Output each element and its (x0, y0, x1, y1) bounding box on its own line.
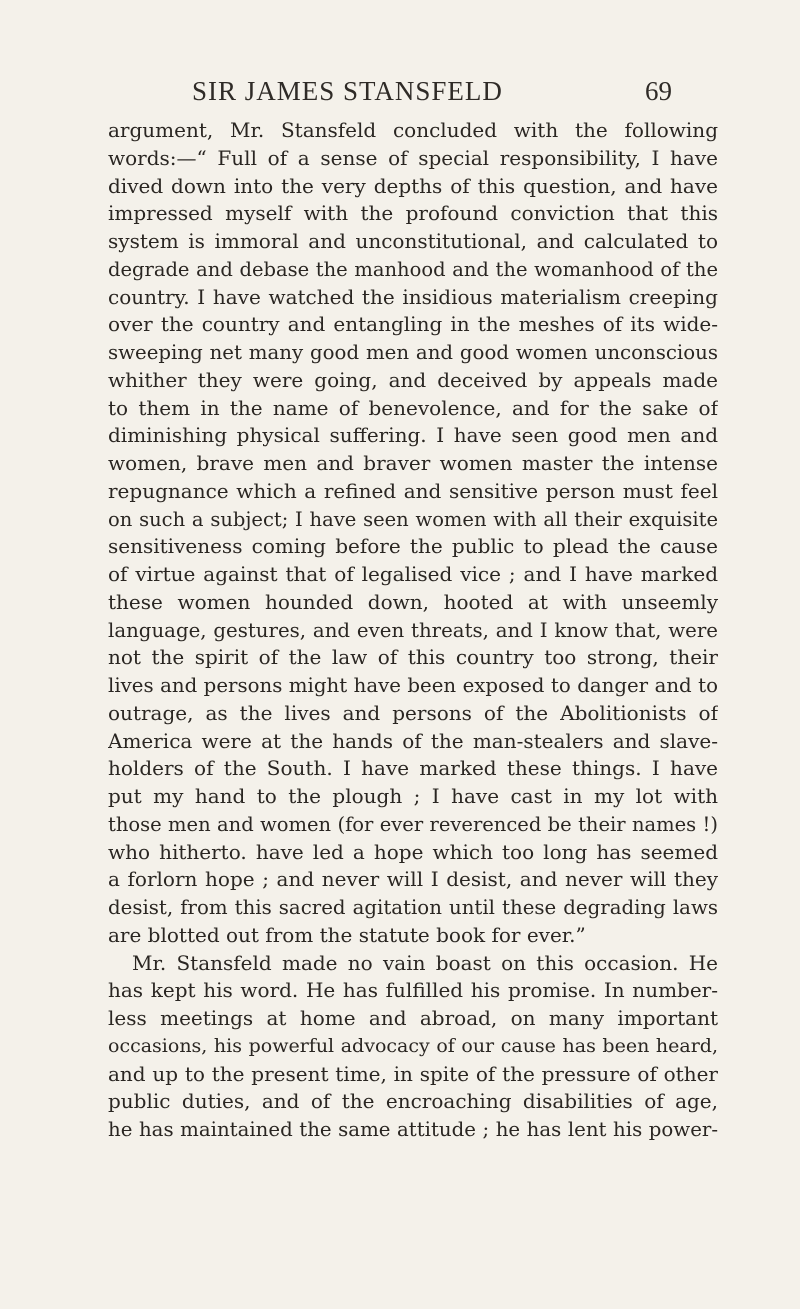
text-line: of virtue against that of legalised vice ; and I have marked (108, 562, 718, 586)
text-line: diminishing physical suffering. I have seen good men and (108, 423, 718, 448)
text-line: public duties, and of the encroaching disabilities of age, (108, 1089, 718, 1114)
text-line: are blotted out from the statute book for ever.” (108, 922, 586, 947)
text-line: system is immoral and unconstitutional, and calculated to (108, 229, 718, 253)
text-line: lives and persons might have been exposed to danger and to (108, 674, 718, 697)
body-text (108, 117, 718, 1144)
text-line: outrage, as the lives and persons of the Abolitionists of (108, 700, 718, 725)
text-line: America were at the hands of the man-stealers and slave- (108, 728, 718, 753)
text-line: words:—“ Full of a sense of special responsibility, I have (108, 145, 718, 170)
text-line: degrade and debase the manhood and the womanhood of the (108, 257, 718, 281)
text-line: argument, Mr. Stansfeld concluded with the following (108, 118, 718, 142)
text-line: desist, from this sacred agitation until these degrading laws (108, 896, 718, 919)
text-line: put my hand to the plough ; I have cast in my lot with (108, 784, 718, 808)
text-line: holders of the South. I have marked these things. I have (108, 756, 718, 781)
text-line: those men and women (for ever reverenced be their names !) (108, 812, 718, 836)
text-line: Mr. Stansfeld made no vain boast on this occasion. He (132, 950, 718, 975)
page-number: 69 (645, 76, 672, 106)
text-line: occasions, his powerful advocacy of our cause has been heard, (108, 1034, 718, 1057)
text-line: country. I have watched the insidious materialism creeping (108, 284, 718, 309)
text-line: and up to the present time, in spite of the pressure of other (108, 1061, 718, 1086)
text-line: who hitherto. have led a hope which too long has seemed (108, 839, 718, 864)
text-line: language, gestures, and even threats, and I know that, were (108, 618, 718, 642)
text-line: over the country and entangling in the meshes of its wide- (108, 312, 718, 337)
text-line: these women hounded down, hooted at with unseemly (108, 589, 718, 614)
running-head (110, 76, 672, 106)
text-line: women, brave men and braver women master the intense (108, 451, 718, 475)
text-line: has kept his word. He has fulfilled his promise. In number- (108, 978, 718, 1003)
text-line: sensitiveness coming before the public to plead the cause (108, 534, 718, 559)
text-line: on such a subject; I have seen women with all their exquisite (108, 507, 718, 531)
text-line: whither they were going, and deceived by appeals made (108, 367, 718, 392)
text-line: less meetings at home and abroad, on many important (108, 1006, 718, 1030)
text-line: repugnance which a refined and sensitive person must feel (108, 478, 718, 503)
text-line: a forlorn hope ; and never will I desist, and never will they (108, 867, 718, 892)
text-line: not the spirit of the law of this country too strong, their (108, 645, 718, 670)
text-line: sweeping net many good men and good women unconscious (108, 341, 718, 364)
text-line: impressed myself with the profound conviction that this (108, 201, 718, 226)
text-line: dived down into the very depths of this question, and have (108, 173, 718, 198)
text-line: he has maintained the same attitude ; he has lent his power- (108, 1118, 718, 1141)
running-title: SIR JAMES STANSFELD (192, 76, 503, 106)
text-line: to them in the name of benevolence, and for the sake of (108, 395, 718, 420)
